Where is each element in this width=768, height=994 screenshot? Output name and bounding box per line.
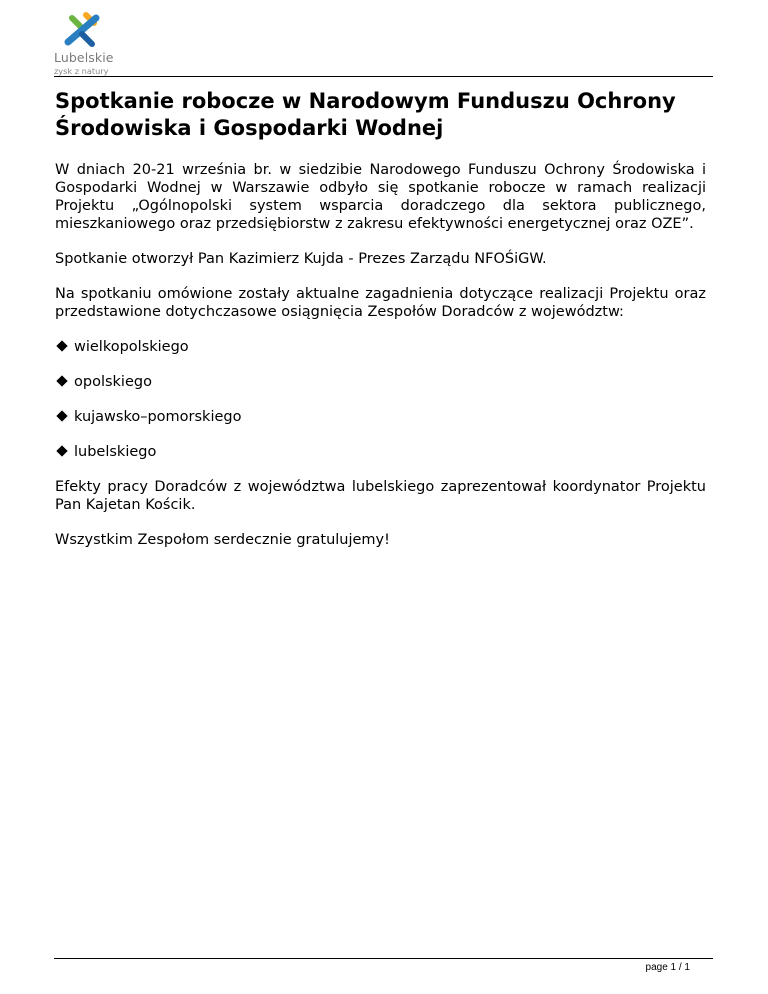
lubelskie-cross-icon	[60, 12, 104, 50]
paragraph-topics: Na spotkaniu omówione zostały aktualne zagadnienia dotyczące realizacji Projektu oraz przedstawione dotychczasowe osiągnięcia Zespołów Doradców z województw:	[55, 286, 706, 320]
header-divider	[54, 76, 713, 77]
article-title: Spotkanie robocze w Narodowym Funduszu Ochrony Środowiska i Gospodarki Wodnej	[55, 89, 676, 140]
lubelskie-logo	[52, 12, 122, 76]
list-item	[55, 338, 706, 356]
diamond-bullet-icon	[56, 375, 67, 386]
region-label: wielkopolskiego	[74, 339, 189, 355]
region-label: opolskiego	[74, 374, 152, 390]
region-label: kujawsko–pomorskiego	[74, 409, 242, 425]
logo-tagline: zysk z natury	[54, 66, 109, 76]
list-item	[55, 443, 706, 461]
diamond-bullet-icon	[56, 410, 67, 421]
list-item	[55, 408, 706, 426]
footer-divider	[54, 958, 713, 959]
logo-name: Lubelskie	[54, 50, 114, 65]
paragraph-presentation: Efekty pracy Doradców z województwa lubelskiego zaprezentował koordynator Projektu Pan Kajetan Kościk.	[55, 479, 706, 513]
paragraph-opening: Spotkanie otworzył Pan Kazimierz Kujda - Prezes Zarządu NFOŚiGW.	[55, 251, 547, 267]
paragraph-congratulations: Wszystkim Zespołom serdecznie gratulujemy!	[55, 532, 390, 548]
regions-list	[55, 338, 706, 461]
article	[55, 88, 706, 549]
paragraph-intro: W dniach 20-21 września br. w siedzibie Narodowego Funduszu Ochrony Środowiska i Gospodarki Wodnej w Warszawie odbyło się spotkanie robocze w ramach realizacji Projektu „Ogólnopolski system wsparcia doradczego dla sektora publicznego, mieszkaniowego oraz przedsiębiorstw z zakresu efektywności energetycznej oraz OZE”.	[55, 162, 706, 232]
region-label: lubelskiego	[74, 444, 157, 460]
list-item	[55, 373, 706, 391]
page-number: page 1 / 1	[645, 962, 690, 973]
diamond-bullet-icon	[56, 445, 67, 456]
diamond-bullet-icon	[56, 340, 67, 351]
